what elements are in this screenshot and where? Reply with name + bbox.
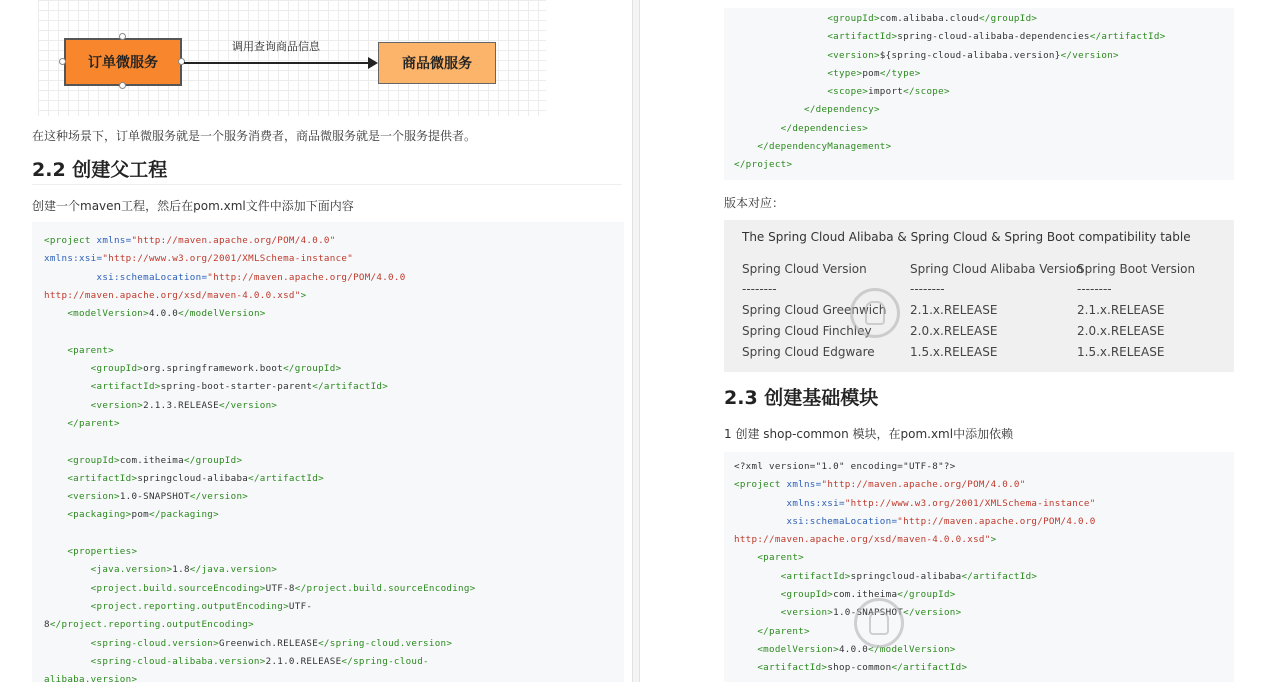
code-token: > <box>990 534 997 546</box>
code-token: pom <box>862 67 880 79</box>
code-token <box>734 50 827 61</box>
code-token: import <box>868 86 904 98</box>
code-token: </artifactId> <box>891 662 968 674</box>
code-token: xmlns:xsi= <box>44 253 103 265</box>
code-token: 2.1.3.RELEASE <box>143 399 219 411</box>
code-token: UTF- <box>288 600 313 612</box>
code-token: pom <box>131 509 149 521</box>
watermark-icon <box>854 598 904 648</box>
code-token: com.alibaba.cloud <box>879 13 979 24</box>
code-token <box>734 516 786 527</box>
code-token: </artifactId> <box>1089 31 1166 43</box>
code-token: <type> <box>827 67 863 79</box>
code-token: <artifactId> <box>67 472 138 484</box>
code-token <box>734 552 757 563</box>
section-heading: 2.2 创建父工程 <box>32 159 168 181</box>
code-line <box>734 641 1096 659</box>
code-token: </artifactId> <box>961 570 1038 582</box>
heading-divider <box>32 184 622 185</box>
compat-cell: 2.1.x.RELEASE <box>910 303 998 317</box>
product-service-node: 商品微服务 <box>378 42 496 84</box>
code-token: <parent> <box>67 344 114 356</box>
code-token <box>44 308 67 319</box>
code-line <box>44 561 476 579</box>
code-block-top <box>724 8 1234 180</box>
code-token <box>44 509 67 520</box>
compat-cell: 1.5.x.RELEASE <box>1077 345 1165 359</box>
code-token: "http://maven.apache.org/POM/4.0.0" <box>131 235 336 246</box>
code-line <box>44 397 476 415</box>
code-block-bottom <box>724 452 1234 682</box>
code-line <box>44 323 476 341</box>
code-token <box>734 626 757 637</box>
service-call-diagram <box>38 0 546 116</box>
code-token: </groupId> <box>897 589 956 601</box>
code-token: <artifactId> <box>780 570 851 582</box>
code-token: <?xml version="1.0" encoding="UTF-8"?> <box>734 461 956 472</box>
watermark-icon <box>850 288 900 338</box>
code-token: xsi:schemaLocation= <box>96 271 208 283</box>
code-line <box>44 543 476 561</box>
code-line <box>44 287 476 305</box>
code-token: 1.0-SNAPSHOT <box>119 491 190 503</box>
code-token: </dependencies> <box>780 122 869 134</box>
code-token: <artifactId> <box>827 31 898 43</box>
code-token <box>44 583 91 594</box>
code-token: </version> <box>189 491 249 503</box>
code-token: <groupId> <box>780 589 834 601</box>
compat-cell: 2.1.x.RELEASE <box>1077 303 1165 317</box>
code-line <box>44 470 476 488</box>
code-token: <parent> <box>757 552 804 564</box>
code-token: <groupId> <box>67 454 120 466</box>
code-token: alibaba.version> <box>44 674 138 682</box>
code-line <box>734 120 1166 138</box>
code-token: "http://maven.apache.org/POM/4.0.0 <box>207 271 406 283</box>
code-token <box>44 638 91 649</box>
code-token: spring-cloud-alibaba-dependencies <box>897 31 1090 43</box>
code-token: </project> <box>734 159 793 171</box>
code-token: org.springframework.boot <box>143 363 284 375</box>
code-token: </spring-cloud.version> <box>318 637 453 649</box>
left-page <box>0 0 632 682</box>
code-line <box>734 476 1096 494</box>
code-token: </parent> <box>67 417 120 429</box>
compat-cell: 2.0.x.RELEASE <box>910 324 998 338</box>
code-token: </project.reporting.outputEncoding> <box>49 619 254 631</box>
shop-common-pom-code <box>734 458 1096 678</box>
compat-separator: -------- <box>742 282 777 296</box>
code-line <box>734 659 1096 677</box>
code-token <box>44 363 91 374</box>
code-token: </groupId> <box>183 454 243 466</box>
code-token: </type> <box>879 67 921 79</box>
code-token: springcloud-alibaba <box>137 472 249 484</box>
section-paragraph: 创建一个maven工程，然后在pom.xml文件中添加下面内容 <box>32 199 354 213</box>
page-gutter <box>632 0 640 682</box>
code-token: <project <box>44 235 97 246</box>
code-token: com.itheima <box>119 454 184 466</box>
code-token: <packaging> <box>67 509 132 521</box>
code-token <box>44 400 91 411</box>
code-token: </scope> <box>903 86 950 98</box>
code-line <box>734 65 1166 83</box>
code-token <box>44 601 91 612</box>
code-token: <version> <box>827 49 880 61</box>
code-token: </dependencyManagement> <box>757 141 892 153</box>
code-token: <version> <box>67 491 120 503</box>
compat-header: Spring Cloud Version <box>742 262 867 276</box>
code-token <box>44 546 67 557</box>
code-token <box>44 272 96 283</box>
code-token <box>44 345 67 356</box>
code-token <box>734 571 781 582</box>
code-line <box>44 598 476 616</box>
section-heading: 2.3 创建基础模块 <box>724 387 879 409</box>
code-token: Greenwich.RELEASE <box>218 637 319 649</box>
code-token: http://maven.apache.org/xsd/maven-4.0.0.xsd" <box>734 534 991 546</box>
code-line <box>44 342 476 360</box>
code-token <box>734 607 781 618</box>
code-token <box>734 86 827 97</box>
version-label: 版本对应： <box>724 196 785 210</box>
code-line <box>44 488 476 506</box>
code-token: <version> <box>780 607 834 619</box>
compat-header: Spring Boot Version <box>1077 262 1196 276</box>
code-line <box>44 305 476 323</box>
code-token: </artifactId> <box>248 472 324 484</box>
code-token: UTF-8 <box>265 582 295 594</box>
code-line <box>734 47 1166 65</box>
code-line <box>734 156 1166 174</box>
code-token <box>44 564 91 575</box>
compat-cell: 1.5.x.RELEASE <box>910 345 998 359</box>
code-token: <project.build.sourceEncoding> <box>90 582 266 594</box>
compat-header: Spring Cloud Alibaba Version <box>910 262 1084 276</box>
code-token <box>44 418 67 429</box>
code-line <box>734 10 1166 28</box>
code-token: </java.version> <box>189 564 278 576</box>
resize-handle <box>119 33 126 40</box>
code-token: </version> <box>1060 49 1119 61</box>
code-token: com.itheima <box>833 589 898 601</box>
arrow-line <box>184 62 370 64</box>
code-token: </parent> <box>757 625 810 637</box>
code-token: 8 <box>44 619 50 631</box>
code-line <box>44 616 476 634</box>
code-line <box>734 623 1096 641</box>
code-line <box>44 506 476 524</box>
code-line <box>734 28 1166 46</box>
code-block <box>32 222 624 682</box>
code-line <box>44 269 476 287</box>
code-token <box>734 662 757 673</box>
code-line <box>44 415 476 433</box>
code-token <box>734 31 827 42</box>
code-token: ${spring-cloud-alibaba.version} <box>879 49 1061 61</box>
code-line <box>734 458 1096 476</box>
code-token: <artifactId> <box>90 381 161 393</box>
code-token <box>734 104 804 115</box>
code-token: </spring-cloud- <box>341 655 429 667</box>
code-token: </groupId> <box>978 13 1038 24</box>
code-token: </modelVersion> <box>868 643 956 655</box>
code-token: </version> <box>903 607 962 619</box>
code-line <box>44 232 476 250</box>
code-token: <project.reporting.outputEncoding> <box>90 600 289 612</box>
code-token <box>734 123 781 134</box>
code-line <box>734 101 1166 119</box>
pom-code <box>44 232 476 682</box>
code-token: "http://maven.apache.org/POM/4.0.0 <box>897 515 1096 527</box>
code-token: <spring-cloud-alibaba.version> <box>90 655 266 667</box>
code-line <box>44 635 476 653</box>
code-line <box>44 525 476 543</box>
code-line <box>44 653 476 671</box>
code-token: xsi:schemaLocation= <box>786 515 898 527</box>
code-line <box>44 360 476 378</box>
code-token: > <box>300 289 307 301</box>
code-token <box>734 589 781 600</box>
order-service-node: 订单微服务 <box>64 38 182 86</box>
code-token: xmlns= <box>96 235 132 246</box>
code-token <box>734 13 827 24</box>
code-token: <artifactId> <box>757 662 828 674</box>
code-token: </version> <box>218 399 278 411</box>
code-token: http://maven.apache.org/xsd/maven-4.0.0.xsd" <box>44 289 301 301</box>
intro-paragraph: 在这种场景下，订单微服务就是一个服务消费者，商品微服务就是一个服务提供者。 <box>32 129 477 143</box>
code-token: shop-common <box>827 662 892 674</box>
compat-cell: Spring Cloud Finchley <box>742 324 872 338</box>
code-line <box>734 513 1096 531</box>
code-token <box>734 644 757 655</box>
code-token: </project.build.sourceEncoding> <box>294 582 476 594</box>
code-line <box>44 671 476 682</box>
code-line <box>44 250 476 268</box>
resize-handle <box>119 82 126 89</box>
code-token: <groupId> <box>90 363 144 375</box>
right-page <box>640 0 1280 682</box>
code-line <box>44 378 476 396</box>
code-token: <project <box>734 479 787 491</box>
code-line <box>734 495 1096 513</box>
code-token: 4.0.0 <box>838 643 869 655</box>
code-token: xmlns:xsi= <box>786 497 845 509</box>
code-token <box>44 473 67 484</box>
code-token: </dependency> <box>803 104 880 116</box>
code-token: </modelVersion> <box>178 308 266 320</box>
code-token: </packaging> <box>148 509 219 521</box>
code-token: 1.8 <box>172 564 190 576</box>
code-line <box>734 83 1166 101</box>
arrow-label: 调用查询商品信息 <box>232 40 320 53</box>
resize-handle <box>59 58 66 65</box>
code-token <box>44 491 67 502</box>
code-line <box>734 138 1166 156</box>
code-token <box>734 68 827 79</box>
compat-separator: -------- <box>1077 282 1112 296</box>
code-token: </artifactId> <box>312 381 389 393</box>
compat-title: The Spring Cloud Alibaba & Spring Cloud & Spring Boot compatibility table <box>742 230 1191 244</box>
code-token: <scope> <box>827 86 869 98</box>
compat-cell: 2.0.x.RELEASE <box>1077 324 1165 338</box>
compat-table <box>724 220 1234 372</box>
code-line <box>734 531 1096 549</box>
code-token: <groupId> <box>827 13 880 24</box>
code-token <box>734 498 786 509</box>
code-token: xmlns= <box>786 479 822 491</box>
arrow-head-icon <box>368 57 378 69</box>
code-token: 2.1.0.RELEASE <box>265 655 342 667</box>
compat-separator: -------- <box>910 282 945 296</box>
code-token: </groupId> <box>283 363 342 375</box>
code-token: <properties> <box>67 546 138 558</box>
code-token: <spring-cloud.version> <box>90 637 219 649</box>
code-token: springcloud-alibaba <box>850 570 962 582</box>
code-token: <modelVersion> <box>67 308 149 320</box>
compat-cell: Spring Cloud Edgware <box>742 345 875 359</box>
code-token <box>44 381 91 392</box>
code-line <box>44 433 476 451</box>
code-token: 1.0-SNAPSHOT <box>833 607 904 619</box>
code-token: "http://maven.apache.org/POM/4.0.0" <box>821 479 1026 491</box>
code-line <box>734 568 1096 586</box>
code-line <box>734 549 1096 567</box>
code-token <box>44 656 91 667</box>
code-token <box>734 141 757 152</box>
code-token: spring-boot-starter-parent <box>160 381 313 393</box>
code-token: <java.version> <box>90 564 173 576</box>
code-token <box>44 455 67 466</box>
code-token: <modelVersion> <box>757 643 839 655</box>
code-token: <version> <box>90 399 144 411</box>
code-line <box>734 586 1096 604</box>
code-token: 4.0.0 <box>148 308 179 320</box>
code-line <box>44 452 476 470</box>
code-token: "http://www.w3.org/2001/XMLSchema-instance" <box>844 497 1096 509</box>
compat-cell: Spring Cloud Greenwich <box>742 303 887 317</box>
dependency-code <box>734 10 1166 175</box>
code-token: "http://www.w3.org/2001/XMLSchema-instance" <box>102 253 354 265</box>
code-line <box>734 604 1096 622</box>
code-line <box>44 580 476 598</box>
section-paragraph: 1 创建 shop-common 模块，在pom.xml中添加依赖 <box>724 427 1014 441</box>
